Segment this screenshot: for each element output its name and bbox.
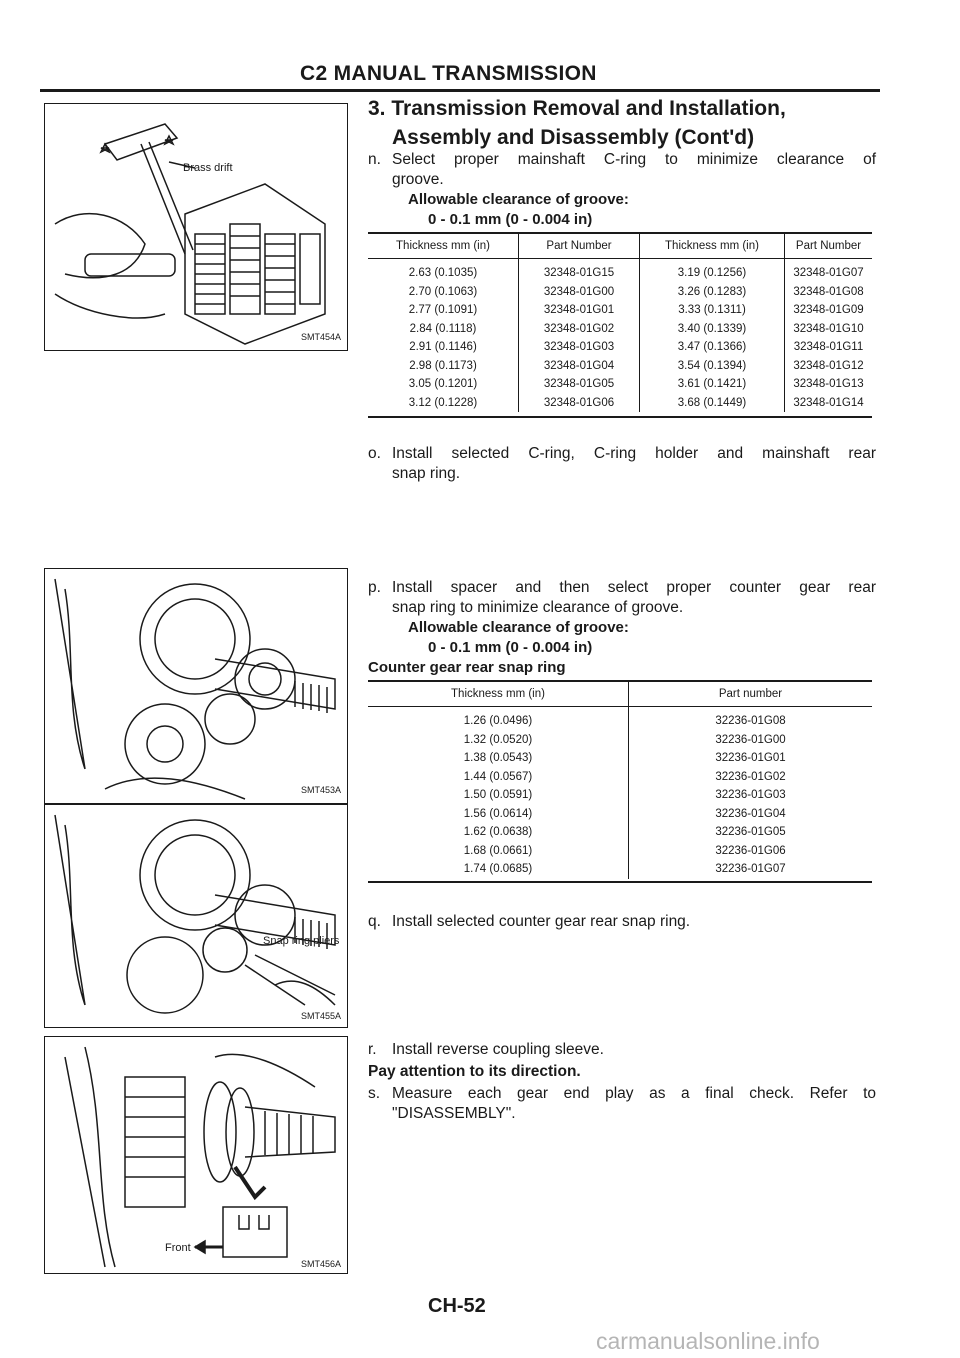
table-cell: 32348-01G06 bbox=[519, 394, 640, 413]
table-row bbox=[368, 259, 872, 283]
reverse-sleeve-illustration bbox=[45, 1037, 347, 1273]
page-header: C2 MANUAL TRANSMISSION bbox=[300, 62, 597, 85]
step-n bbox=[368, 150, 880, 190]
table-cell: 1.44 (0.0567) bbox=[463, 770, 533, 783]
table-cell: 3.68 (0.1449) bbox=[640, 394, 785, 413]
table-cell: 1.50 (0.0591) bbox=[463, 789, 533, 801]
step-q-line1: Install selected counter gear rear snap ring. bbox=[392, 913, 691, 930]
table-cell: 2.63 (0.1035) bbox=[408, 267, 478, 279]
table-cell: 3.47 (0.1366) bbox=[640, 338, 785, 357]
table2-header: Part number bbox=[629, 682, 873, 707]
figure-reverse-sleeve bbox=[44, 1036, 348, 1274]
table1-header: Thickness mm (in) bbox=[640, 234, 785, 259]
table-row bbox=[368, 301, 872, 320]
table-cell: 32348-01G14 bbox=[785, 394, 873, 413]
table-cell: 3.12 (0.1228) bbox=[408, 396, 478, 409]
step-p-line1: Install spacer and then select proper counter gear rear bbox=[392, 579, 876, 596]
table-row bbox=[368, 338, 872, 357]
table-row bbox=[368, 768, 872, 787]
table-cell: 32348-01G10 bbox=[785, 320, 873, 339]
c-ring-table bbox=[368, 232, 872, 418]
table-cell: 1.62 (0.0638) bbox=[463, 826, 533, 838]
table1-header: Part Number bbox=[785, 234, 873, 259]
table-row bbox=[368, 394, 872, 413]
figure-code: SMT454A bbox=[301, 332, 342, 342]
step-o-letter: o. bbox=[368, 445, 381, 462]
spec2-label: Allowable clearance of groove: bbox=[408, 619, 629, 636]
table-cell: 32236-01G01 bbox=[629, 749, 873, 768]
table-cell: 32348-01G00 bbox=[519, 283, 640, 302]
step-s-line2: "DISASSEMBLY". bbox=[392, 1105, 516, 1122]
table-row bbox=[368, 357, 872, 376]
table-row bbox=[368, 283, 872, 302]
step-p-line2: snap ring to minimize clearance of groove. bbox=[392, 599, 684, 616]
table-cell: 32348-01G04 bbox=[519, 357, 640, 376]
table-row bbox=[368, 823, 872, 842]
table-cell: 1.38 (0.0543) bbox=[463, 752, 533, 764]
table-cell: 2.84 (0.1118) bbox=[409, 322, 477, 335]
figure-snap-ring-pliers bbox=[44, 804, 348, 1028]
attention-note: Pay attention to its direction. bbox=[368, 1063, 581, 1080]
step-o-line2: snap ring. bbox=[392, 465, 461, 482]
table-cell: 32348-01G09 bbox=[785, 301, 873, 320]
step-p bbox=[368, 578, 880, 618]
figure-code: SMT456A bbox=[301, 1259, 342, 1269]
table-cell: 3.26 (0.1283) bbox=[640, 283, 785, 302]
table-cell: 3.61 (0.1421) bbox=[640, 375, 785, 394]
section-title-line1: 3. Transmission Removal and Installation, bbox=[368, 97, 786, 120]
table-row bbox=[368, 786, 872, 805]
counter-gear-illustration bbox=[45, 569, 347, 803]
table-cell: 32348-01G11 bbox=[785, 338, 873, 357]
brass-drift-illustration bbox=[45, 104, 347, 350]
table-row bbox=[368, 842, 872, 861]
table-cell: 32236-01G00 bbox=[629, 731, 873, 750]
spec2-value: 0 - 0.1 mm (0 - 0.004 in) bbox=[428, 639, 593, 656]
step-n-line1: Select proper mainshaft C-ring to minimize clearance of bbox=[392, 151, 876, 168]
step-s bbox=[368, 1084, 880, 1124]
table-cell: 3.33 (0.1311) bbox=[640, 301, 785, 320]
snap-ring-pliers-label: Snap ring pliers bbox=[263, 935, 340, 947]
table-cell: 1.56 (0.0614) bbox=[463, 807, 533, 820]
table-cell: 3.19 (0.1256) bbox=[640, 259, 785, 283]
snap-ring-table bbox=[368, 680, 872, 883]
step-r bbox=[368, 1040, 880, 1060]
table-cell: 1.32 (0.0520) bbox=[463, 733, 533, 746]
page-number: CH-52 bbox=[428, 1295, 486, 1317]
table-cell: 32348-01G13 bbox=[785, 375, 873, 394]
snap-ring-pliers-illustration bbox=[45, 805, 347, 1027]
table-row bbox=[368, 707, 872, 731]
front-label: Front bbox=[165, 1242, 191, 1254]
watermark: carmanualsonline.info bbox=[596, 1328, 820, 1354]
table-row bbox=[368, 749, 872, 768]
figure-code: SMT455A bbox=[301, 1011, 342, 1021]
step-s-line1: Measure each gear end play as a final check. Refer to bbox=[392, 1085, 876, 1102]
step-n-letter: n. bbox=[368, 151, 381, 168]
table-cell: 32236-01G02 bbox=[629, 768, 873, 787]
table-cell: 2.98 (0.1173) bbox=[409, 359, 477, 372]
table-cell: 32348-01G01 bbox=[519, 301, 640, 320]
table-cell: 2.70 (0.1063) bbox=[408, 285, 478, 298]
table-row bbox=[368, 805, 872, 824]
table-cell: 2.91 (0.1146) bbox=[409, 341, 477, 353]
table-row bbox=[368, 731, 872, 750]
table-cell: 2.77 (0.1091) bbox=[408, 304, 478, 316]
step-r-line1: Install reverse coupling sleeve. bbox=[392, 1041, 604, 1058]
table-cell: 1.68 (0.0661) bbox=[463, 844, 533, 857]
table-cell: 1.74 (0.0685) bbox=[463, 863, 533, 875]
table-cell: 32236-01G03 bbox=[629, 786, 873, 805]
step-s-letter: s. bbox=[368, 1085, 381, 1102]
table-cell: 32236-01G05 bbox=[629, 823, 873, 842]
table-row bbox=[368, 320, 872, 339]
figure-counter-gear bbox=[44, 568, 348, 804]
step-n-line2: groove. bbox=[392, 171, 444, 188]
table-cell: 3.54 (0.1394) bbox=[640, 357, 785, 376]
step-q bbox=[368, 912, 880, 932]
table1-header: Part Number bbox=[519, 234, 640, 259]
table1-header: Thickness mm (in) bbox=[368, 234, 519, 259]
section-title bbox=[368, 94, 888, 152]
table-row bbox=[368, 860, 872, 879]
step-q-letter: q. bbox=[368, 913, 381, 930]
table-cell: 32348-01G05 bbox=[519, 375, 640, 394]
table-cell: 32348-01G08 bbox=[785, 283, 873, 302]
table2-header: Thickness mm (in) bbox=[368, 682, 629, 707]
table-cell: 32348-01G03 bbox=[519, 338, 640, 357]
step-o-line1: Install selected C-ring, C-ring holder and mainshaft rear bbox=[392, 445, 876, 462]
table-cell: 32348-01G07 bbox=[785, 259, 873, 283]
table-cell: 1.26 (0.0496) bbox=[463, 715, 533, 727]
header-rule bbox=[40, 89, 880, 92]
figure-brass-drift bbox=[44, 103, 348, 351]
spec1-label: Allowable clearance of groove: bbox=[408, 191, 629, 208]
step-r-letter: r. bbox=[368, 1041, 377, 1058]
table-row bbox=[368, 375, 872, 394]
step-o bbox=[368, 444, 880, 484]
brass-drift-label: Brass drift bbox=[183, 162, 233, 174]
section-title-line2: Assembly and Disassembly (Cont'd) bbox=[392, 126, 755, 149]
table-cell: 32348-01G12 bbox=[785, 357, 873, 376]
table-cell: 3.40 (0.1339) bbox=[640, 320, 785, 339]
table-cell: 32236-01G04 bbox=[629, 805, 873, 824]
spec1-value: 0 - 0.1 mm (0 - 0.004 in) bbox=[428, 211, 593, 228]
step-p-letter: p. bbox=[368, 579, 381, 596]
table-cell: 32348-01G15 bbox=[519, 259, 640, 283]
spec2-subtitle: Counter gear rear snap ring bbox=[368, 659, 566, 676]
table-cell: 32348-01G02 bbox=[519, 320, 640, 339]
figure-code: SMT453A bbox=[301, 785, 342, 795]
table-cell: 32236-01G07 bbox=[629, 860, 873, 879]
table-cell: 3.05 (0.1201) bbox=[408, 378, 478, 390]
table-cell: 32236-01G06 bbox=[629, 842, 873, 861]
table-cell: 32236-01G08 bbox=[629, 707, 873, 731]
